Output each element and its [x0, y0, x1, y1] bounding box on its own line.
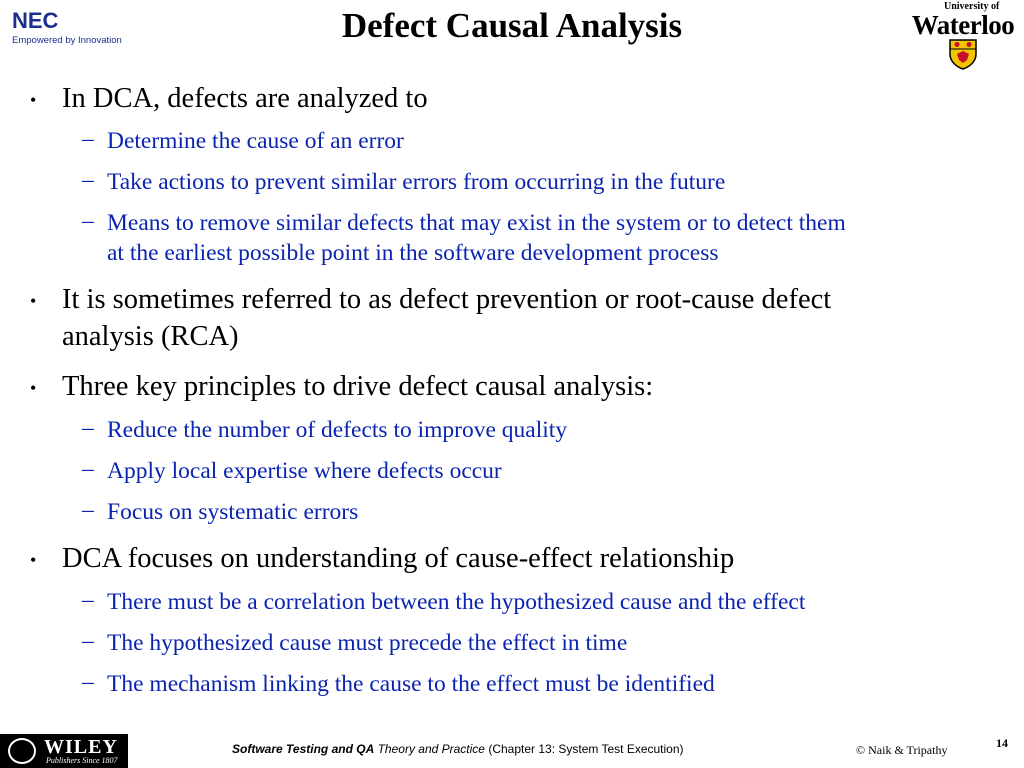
footer-book-subtitle: Theory and Practice	[377, 742, 485, 756]
footer-chapter: (Chapter 13: System Test Execution)	[488, 742, 684, 756]
dash-icon: –	[82, 126, 94, 152]
waterloo-logo-top: University of	[944, 1, 1000, 12]
dash-icon: –	[82, 587, 94, 613]
bullet-2-line-2: analysis (RCA)	[62, 321, 239, 352]
wiley-logo-word: WILEY	[44, 736, 118, 758]
bullet-3-sub-3: Focus on systematic errors	[107, 499, 359, 525]
nec-logo-tagline: Empowered by Innovation	[12, 35, 122, 46]
bullet-3: Three key principles to drive defect causal analysis:	[62, 371, 654, 402]
dash-icon: –	[82, 167, 94, 193]
dash-icon: –	[82, 497, 94, 523]
bullet-1: In DCA, defects are analyzed to	[62, 83, 428, 114]
bullet-4-sub-3: The mechanism linking the cause to the effect must be identified	[107, 671, 715, 697]
bullet-3-sub-1: Reduce the number of defects to improve quality	[107, 417, 568, 443]
wiley-emblem-icon	[8, 738, 36, 764]
bullet-1-sub-2: Take actions to prevent similar errors from occurring in the future	[107, 169, 726, 195]
bullet-dot-icon: •	[30, 90, 37, 110]
wiley-logo-sub: Publishers Since 1807	[46, 756, 118, 765]
footer-copyright: © Naik & Tripathy	[856, 743, 948, 757]
bullet-4-sub-1: There must be a correlation between the hypothesized cause and the effect	[107, 589, 806, 615]
bullet-1-sub-3-line-1: Means to remove similar defects that may exist in the system or to detect them	[107, 210, 846, 236]
nec-logo-word: NEC	[12, 8, 59, 33]
waterloo-logo-word: Waterloo	[911, 10, 1015, 40]
bullet-4-sub-2: The hypothesized cause must precede the effect in time	[107, 630, 628, 656]
waterloo-logo	[904, 2, 1022, 68]
page-number: 14	[996, 736, 1008, 750]
bullet-dot-icon: •	[30, 291, 37, 311]
bullet-2-line-1: It is sometimes referred to as defect prevention or root-cause defect	[62, 284, 832, 315]
dash-icon: –	[82, 415, 94, 441]
waterloo-shield-icon	[948, 38, 978, 70]
footer-book-info	[232, 742, 684, 756]
dash-icon: –	[82, 456, 94, 482]
page-title: Defect Causal Analysis	[341, 6, 683, 45]
bullet-4: DCA focuses on understanding of cause-effect relationship	[62, 543, 735, 574]
bullet-dot-icon: •	[30, 378, 37, 398]
footer-book-title: Software Testing and QA	[232, 742, 375, 756]
bullet-3-sub-2: Apply local expertise where defects occur	[107, 458, 502, 484]
bullet-dot-icon: •	[30, 550, 37, 570]
wiley-logo	[0, 734, 128, 768]
dash-icon: –	[82, 669, 94, 695]
bullet-1-sub-3-line-2: at the earliest possible point in the software development process	[107, 240, 719, 266]
dash-icon: –	[82, 628, 94, 654]
bullet-1-sub-1: Determine the cause of an error	[107, 128, 404, 154]
dash-icon: –	[82, 208, 94, 234]
